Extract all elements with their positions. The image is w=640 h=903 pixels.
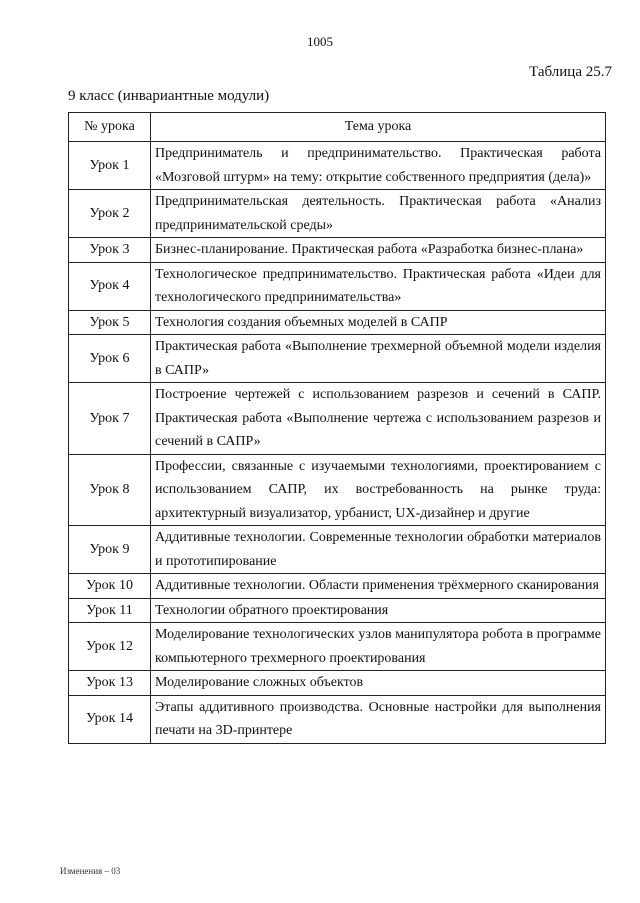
table-subtitle: 9 класс (инвариантные модули)	[68, 88, 270, 104]
table-row	[69, 190, 606, 238]
page-number: 1005	[307, 34, 333, 49]
lesson-number: Урок 10	[69, 574, 151, 599]
footer-note: Изменения – 03	[60, 866, 121, 876]
lesson-number: Урок 2	[69, 190, 151, 238]
table-row	[69, 671, 606, 696]
lesson-topic: Предпринимательская деятельность. Практическая работа «Анализ предпринимательской среды»	[151, 190, 606, 238]
lesson-topic: Предприниматель и предпринимательство. Практическая работа «Мозговой штурм» на тему: открытие собственного предприятия (дела)»	[151, 142, 606, 190]
lesson-topic: Этапы аддитивного производства. Основные настройки для выполнения печати на 3D-принтере	[151, 695, 606, 743]
table-row	[69, 383, 606, 455]
table-row	[69, 526, 606, 574]
table-row	[69, 574, 606, 599]
lesson-number: Урок 3	[69, 238, 151, 263]
table-caption: Таблица 25.7	[529, 64, 612, 80]
header-lesson-topic: Тема урока	[151, 113, 606, 142]
header-lesson-number: № урока	[69, 113, 151, 142]
lesson-topic: Технологическое предпринимательство. Практическая работа «Идеи для технологического предпринимательства»	[151, 262, 606, 310]
lesson-topic: Технология создания объемных моделей в САПР	[151, 310, 606, 335]
lesson-topic: Практическая работа «Выполнение трехмерной объемной модели изделия в САПР»	[151, 335, 606, 383]
table-row	[69, 262, 606, 310]
lesson-number: Урок 14	[69, 695, 151, 743]
lesson-number: Урок 13	[69, 671, 151, 696]
lesson-topic: Построение чертежей с использованием разрезов и сечений в САПР. Практическая работа «Выполнение чертежа с использованием разрезов и сечений в САПР»	[151, 383, 606, 455]
lesson-number: Урок 11	[69, 598, 151, 623]
lesson-number: Урок 8	[69, 454, 151, 526]
lesson-number: Урок 12	[69, 623, 151, 671]
lesson-topic: Аддитивные технологии. Области применения трёхмерного сканирования	[151, 574, 606, 599]
lesson-topic: Моделирование технологических узлов манипулятора робота в программе компьютерного трехмерного проектирования	[151, 623, 606, 671]
table-row	[69, 335, 606, 383]
table-row	[69, 623, 606, 671]
table-row	[69, 142, 606, 190]
lesson-number: Урок 9	[69, 526, 151, 574]
table-row	[69, 310, 606, 335]
table-row	[69, 454, 606, 526]
lesson-topic: Аддитивные технологии. Современные технологии обработки материалов и прототипирование	[151, 526, 606, 574]
lesson-number: Урок 5	[69, 310, 151, 335]
lesson-topic: Технологии обратного проектирования	[151, 598, 606, 623]
lesson-topic: Профессии, связанные с изучаемыми технологиями, проектированием с использованием САПР, их востребованность на рынке труда: архитектурный визуализатор, урбанист, UX-дизайнер и другие	[151, 454, 606, 526]
lesson-topic: Бизнес-планирование. Практическая работа «Разработка бизнес-плана»	[151, 238, 606, 263]
lesson-number: Урок 7	[69, 383, 151, 455]
lessons-table	[68, 112, 606, 744]
table-header-row	[69, 113, 606, 142]
table-row	[69, 598, 606, 623]
lesson-topic: Моделирование сложных объектов	[151, 671, 606, 696]
lesson-number: Урок 4	[69, 262, 151, 310]
table-row	[69, 695, 606, 743]
lesson-number: Урок 6	[69, 335, 151, 383]
table-body	[69, 142, 606, 744]
table-row	[69, 238, 606, 263]
lesson-number: Урок 1	[69, 142, 151, 190]
